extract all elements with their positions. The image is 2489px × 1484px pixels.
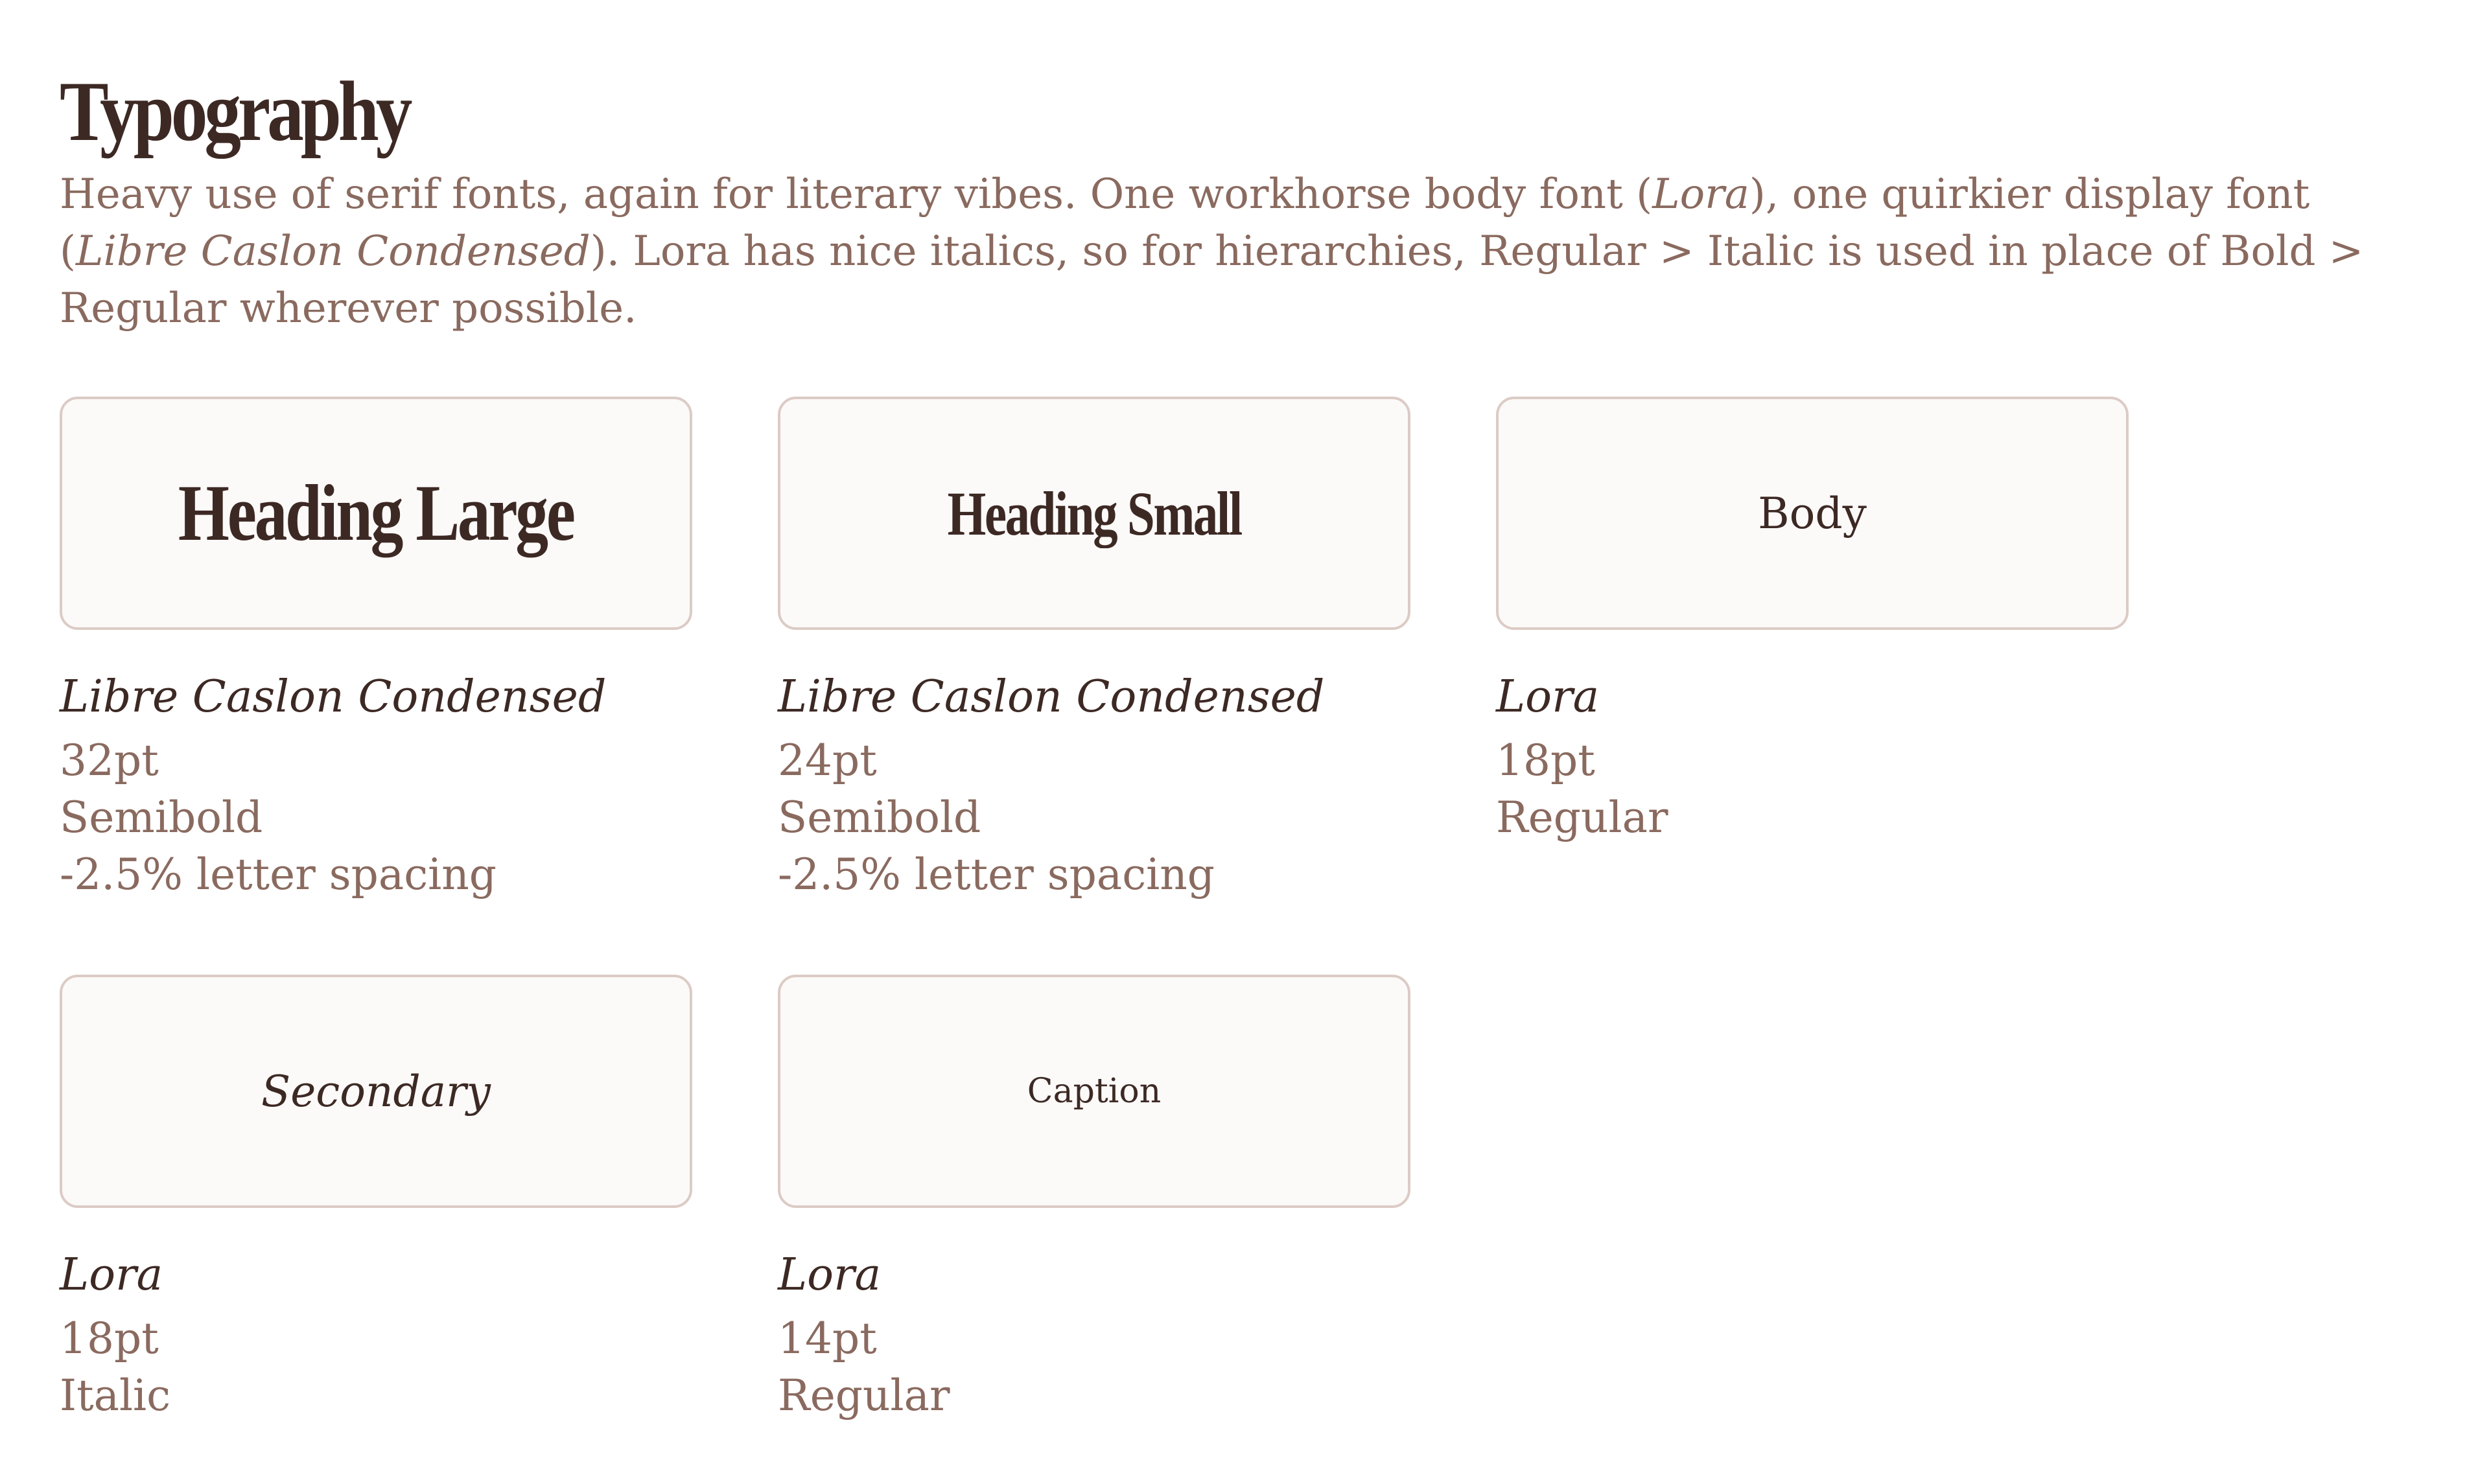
style-details bbox=[778, 1246, 1410, 1424]
font-size: 18pt bbox=[60, 1314, 159, 1363]
intro-text: Heavy use of serif fonts, again for literary vibes. One workhorse body font ( bbox=[60, 170, 1653, 218]
style-details bbox=[778, 667, 1410, 903]
specimen-box bbox=[778, 975, 1410, 1208]
specimen-text: Heading Large bbox=[178, 469, 574, 557]
intro-font-libre: Libre Caslon Condensed bbox=[75, 227, 590, 275]
typography-page bbox=[60, 60, 2432, 1420]
font-name: Libre Caslon Condensed bbox=[778, 671, 1325, 723]
font-weight: Semibold bbox=[778, 793, 981, 842]
style-details bbox=[60, 1246, 692, 1424]
type-style-secondary bbox=[60, 975, 692, 1420]
specimen-box bbox=[60, 975, 692, 1208]
type-style-heading-large bbox=[60, 397, 692, 899]
font-weight: Semibold bbox=[60, 793, 263, 842]
page-title: Typography bbox=[60, 64, 410, 159]
intro-paragraph bbox=[60, 166, 2419, 337]
intro-text: ). Lora has nice italics, so for hierarchies, Regular > Italic is used in place of Bold > Regular wherever possible. bbox=[60, 227, 2364, 332]
intro-text: ), one quirkier display font ( bbox=[60, 170, 2310, 275]
font-name: Libre Caslon Condensed bbox=[60, 671, 607, 723]
font-name: Lora bbox=[1496, 671, 1600, 723]
font-style: Italic bbox=[60, 1371, 171, 1420]
specimen-text: Heading Small bbox=[947, 478, 1241, 548]
specimen-text: Caption bbox=[1027, 1072, 1162, 1111]
font-size: 18pt bbox=[1496, 736, 1595, 785]
specimen-box bbox=[1496, 397, 2129, 630]
specimen-box bbox=[778, 397, 1410, 630]
specimen-text: Secondary bbox=[261, 1066, 491, 1117]
style-details bbox=[1496, 667, 2129, 846]
intro-font-lora: Lora bbox=[1652, 170, 1749, 218]
font-name: Lora bbox=[60, 1249, 163, 1301]
font-weight: Regular bbox=[778, 1371, 950, 1420]
font-name: Lora bbox=[778, 1249, 882, 1301]
font-weight: Regular bbox=[1496, 793, 1668, 842]
font-size: 24pt bbox=[778, 736, 877, 785]
font-size: 32pt bbox=[60, 736, 159, 785]
type-style-body bbox=[1496, 397, 2129, 842]
letter-spacing: -2.5% letter spacing bbox=[60, 850, 497, 899]
letter-spacing: -2.5% letter spacing bbox=[778, 850, 1215, 899]
type-style-heading-small bbox=[778, 397, 1410, 899]
font-size: 14pt bbox=[778, 1314, 877, 1363]
type-style-caption bbox=[778, 975, 1410, 1420]
style-details bbox=[60, 667, 692, 903]
specimen-text: Body bbox=[1758, 488, 1867, 539]
specimen-box bbox=[60, 397, 692, 630]
